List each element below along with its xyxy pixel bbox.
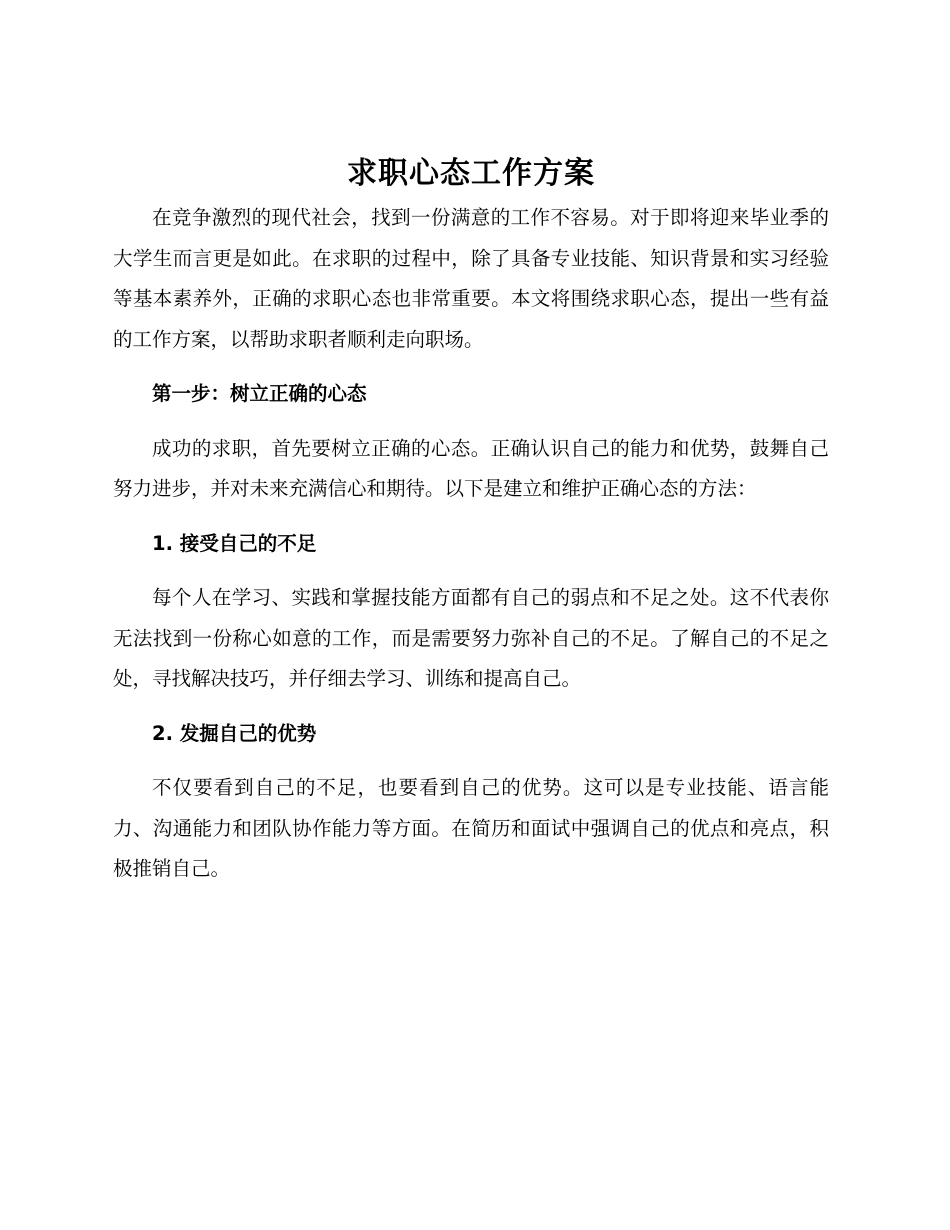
intro-paragraph: 在竞争激烈的现代社会，找到一份满意的工作不容易。对于即将迎来毕业季的大学生而言更是如此。在求职的过程中，除了具备专业技能、知识背景和实习经验等基本素养外，正确的求职心态也非常重要。本文将围绕求职心态，提出一些有益的工作方案，以帮助求职者顺利走向职场。 bbox=[113, 206, 829, 351]
item1-heading: 1. 接受自己的不足 bbox=[152, 531, 317, 555]
item1-paragraph: 每个人在学习、实践和掌握技能方面都有自己的弱点和不足之处。这不代表你无法找到一份称心如意的工作，而是需要努力弥补自己的不足。了解自己的不足之处，寻找解决技巧，并仔细去学习、训练和提高自己。 bbox=[113, 586, 829, 690]
step1-paragraph: 成功的求职，首先要树立正确的心态。正确认识自己的能力和优势，鼓舞自己努力进步，并对未来充满信心和期待。以下是建立和维护正确心态的方法： bbox=[113, 436, 829, 500]
document-content bbox=[113, 150, 829, 890]
item2-paragraph: 不仅要看到自己的不足，也要看到自己的优势。这可以是专业技能、语言能力、沟通能力和团队协作能力等方面。在简历和面试中强调自己的优点和亮点，积极推销自己。 bbox=[113, 776, 829, 880]
item2-heading: 2. 发掘自己的优势 bbox=[152, 721, 317, 745]
step1-heading: 第一步：树立正确的心态 bbox=[152, 382, 367, 405]
document-title: 求职心态工作方案 bbox=[347, 156, 595, 191]
